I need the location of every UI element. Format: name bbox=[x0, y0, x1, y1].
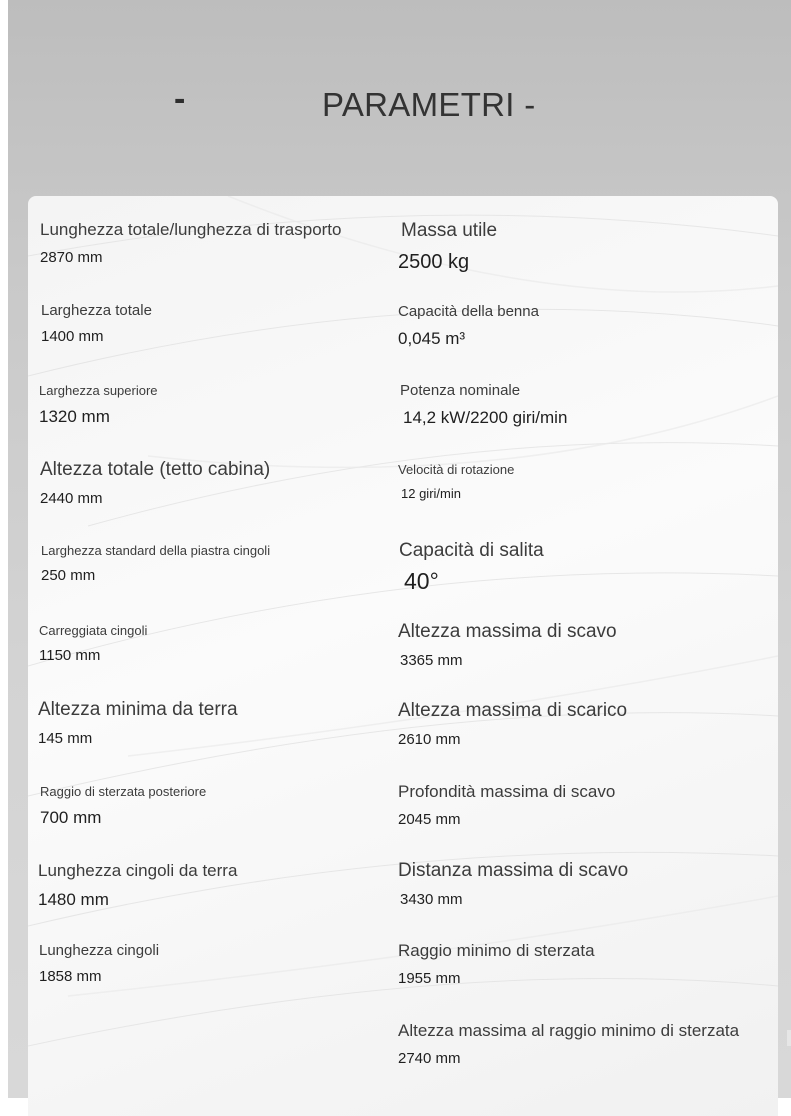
spec-label: Capacità della benna bbox=[398, 303, 539, 320]
spec-value: 1320 mm bbox=[39, 407, 110, 426]
spec-altezza-massima-raggio-minimo bbox=[398, 1021, 739, 1067]
spec-value: 3365 mm bbox=[400, 652, 463, 669]
spec-value: 0,045 m³ bbox=[398, 329, 466, 348]
spec-value: 145 mm bbox=[38, 730, 93, 747]
spec-label: Altezza totale (tetto cabina) bbox=[40, 459, 271, 480]
edge-artifact bbox=[787, 1030, 791, 1046]
spec-value: 3430 mm bbox=[400, 891, 463, 908]
spec-label: Capacità di salita bbox=[399, 540, 544, 561]
spec-label: Potenza nominale bbox=[400, 382, 521, 399]
spec-label: Lunghezza cingoli da terra bbox=[38, 861, 238, 880]
spec-capacita-benna bbox=[398, 303, 539, 349]
spec-value: 12 giri/min bbox=[401, 486, 461, 501]
spec-label: Raggio minimo di sterzata bbox=[398, 941, 595, 960]
spec-value: 2870 mm bbox=[40, 249, 103, 266]
spec-raggio-sterzata-posteriore bbox=[40, 784, 206, 828]
spec-label: Altezza minima da terra bbox=[38, 699, 238, 720]
spec-raggio-minimo-sterzata bbox=[398, 941, 595, 987]
spec-altezza-minima-terra bbox=[38, 699, 238, 747]
spec-value: 700 mm bbox=[40, 808, 102, 827]
spec-value: 2610 mm bbox=[398, 731, 461, 748]
spec-value: 1400 mm bbox=[41, 328, 104, 345]
parameters-card bbox=[28, 196, 778, 1116]
spec-lunghezza-cingoli-terra bbox=[38, 861, 237, 910]
spec-value: 14,2 kW/2200 giri/min bbox=[403, 408, 568, 427]
spec-velocita-rotazione bbox=[398, 462, 514, 501]
spec-label: Altezza massima di scavo bbox=[398, 621, 617, 642]
spec-label: Massa utile bbox=[401, 220, 498, 241]
page-title: PARAMETRI - bbox=[322, 86, 536, 123]
spec-value: 1858 mm bbox=[39, 968, 102, 985]
spec-label: Larghezza superiore bbox=[39, 383, 158, 398]
spec-altezza-massima-scarico bbox=[398, 700, 627, 748]
spec-capacita-salita bbox=[399, 540, 544, 595]
spec-carreggiata-cingoli bbox=[39, 623, 147, 664]
spec-value: 1480 mm bbox=[38, 890, 109, 909]
title-dash: - bbox=[174, 80, 186, 118]
spec-potenza-nominale bbox=[400, 382, 567, 428]
spec-lunghezza-cingoli bbox=[39, 942, 159, 985]
spec-label: Lunghezza cingoli bbox=[39, 942, 160, 959]
spec-label: Larghezza standard della piastra cingoli bbox=[41, 543, 271, 558]
spec-profondita-massima-scavo bbox=[398, 782, 615, 828]
spec-value: 40° bbox=[404, 568, 439, 594]
spec-label: Altezza massima al raggio minimo di sterzata bbox=[398, 1021, 740, 1040]
spec-label: Profondità massima di scavo bbox=[398, 782, 616, 801]
spec-value: 1955 mm bbox=[398, 970, 461, 987]
spec-value: 1150 mm bbox=[39, 647, 101, 664]
spec-label: Lunghezza totale/lunghezza di trasporto bbox=[40, 220, 342, 239]
spec-value: 250 mm bbox=[41, 567, 96, 584]
spec-label: Raggio di sterzata posteriore bbox=[40, 784, 207, 799]
spec-value: 2045 mm bbox=[398, 811, 461, 828]
spec-altezza-totale bbox=[40, 459, 270, 507]
spec-label: Altezza massima di scarico bbox=[398, 700, 628, 721]
spec-label: Carreggiata cingoli bbox=[39, 623, 148, 638]
spec-distanza-massima-scavo bbox=[398, 860, 628, 908]
spec-label: Velocità di rotazione bbox=[398, 462, 515, 477]
spec-value: 2500 kg bbox=[398, 251, 470, 273]
spec-label: Larghezza totale bbox=[41, 302, 152, 319]
spec-lunghezza-totale bbox=[40, 220, 341, 266]
spec-altezza-massima-scavo bbox=[398, 621, 617, 669]
spec-label: Distanza massima di scavo bbox=[398, 860, 629, 881]
spec-value: 2740 mm bbox=[398, 1050, 461, 1067]
spec-massa-utile bbox=[398, 220, 498, 274]
spec-larghezza-totale bbox=[41, 302, 152, 345]
spec-value: 2440 mm bbox=[40, 490, 103, 507]
spec-larghezza-superiore bbox=[39, 383, 158, 427]
spec-larghezza-piastra-cingoli bbox=[41, 543, 270, 584]
